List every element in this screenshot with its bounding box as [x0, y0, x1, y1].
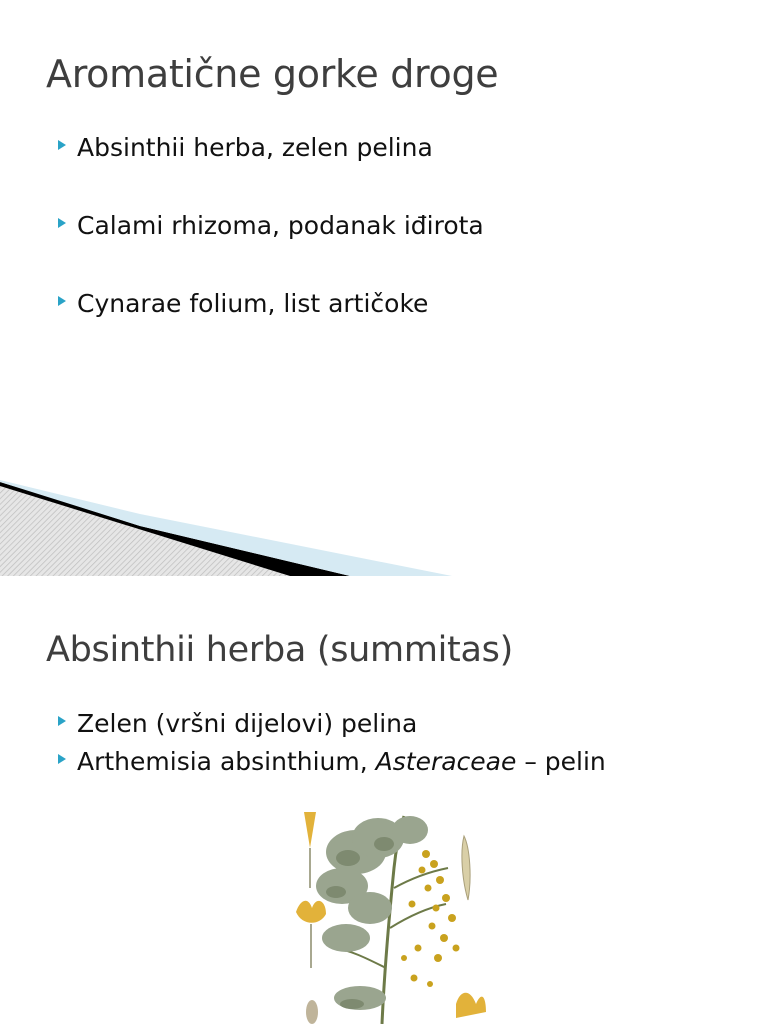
- bullet-text: Absinthii herba, zelen pelina: [77, 132, 433, 162]
- bullet-item: [58, 704, 606, 742]
- bullet-item: [58, 206, 484, 244]
- bullet-text-part: – pelin: [516, 746, 606, 776]
- bullet-list: [58, 128, 484, 362]
- triangle-bullet-icon: [58, 218, 66, 228]
- bullet-text: Calami rhizoma, podanak iđirota: [77, 210, 484, 240]
- triangle-bullet-icon: [58, 754, 66, 764]
- triangle-bullet-icon: [58, 296, 66, 306]
- triangle-bullet-icon: [58, 140, 66, 150]
- bullet-item: [58, 128, 484, 166]
- slide-title: Aromatične gorke droge: [46, 52, 499, 96]
- bullet-item: [58, 284, 484, 322]
- bullet-item: [58, 742, 606, 780]
- triangle-bullet-icon: [58, 716, 66, 726]
- slide-decoration: [0, 470, 768, 576]
- bullet-text-part: Arthemisia absinthium,: [77, 746, 376, 776]
- bullet-text: Zelen (vršni dijelovi) pelina: [77, 708, 418, 738]
- bullet-text: [77, 747, 606, 776]
- bullet-list: [58, 704, 606, 780]
- wormwood-plant-illustration: [286, 808, 486, 1024]
- bullet-text: Cynarae folium, list artičoke: [77, 288, 429, 318]
- slide-absinthii-herba: [0, 576, 768, 1024]
- slide-title: Absinthii herba (summitas): [46, 630, 513, 670]
- family-name-italic: Asteraceae: [375, 746, 517, 776]
